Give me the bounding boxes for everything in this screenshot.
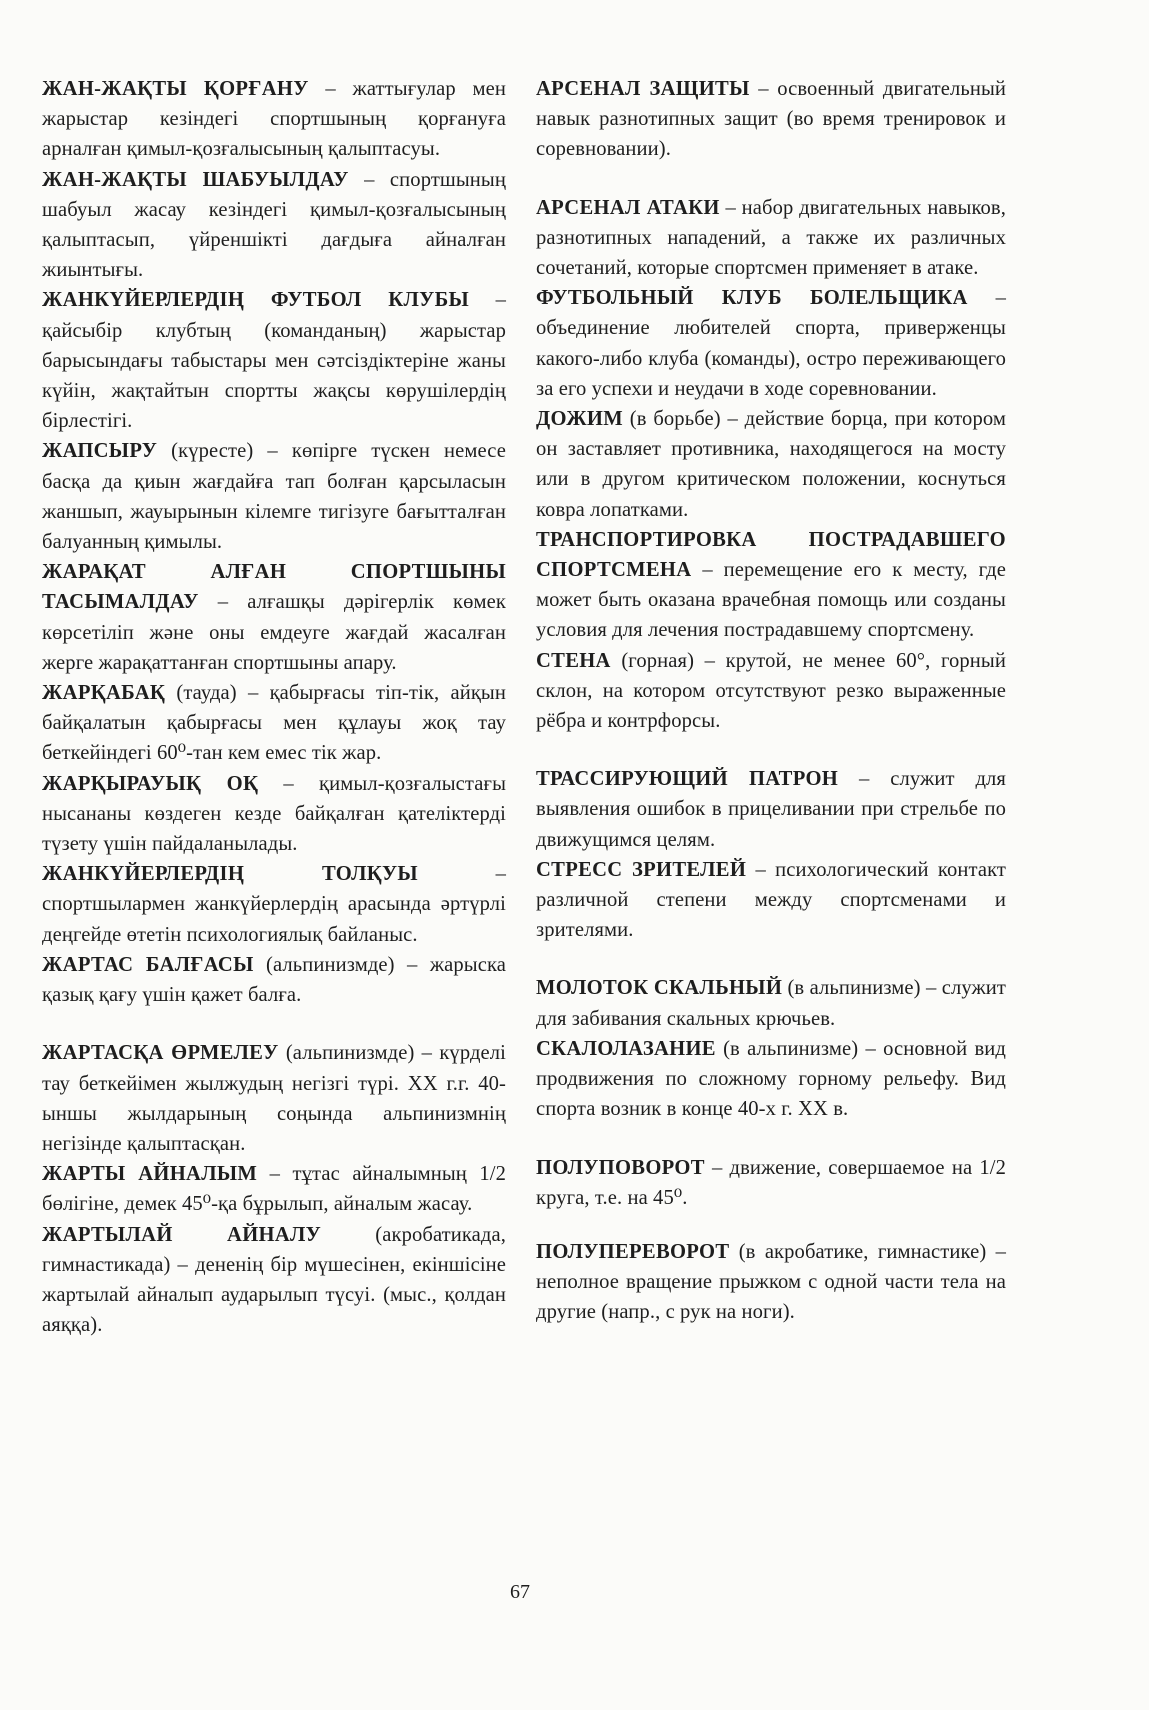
- entry-term: СТЕНА: [536, 649, 611, 672]
- entry-ru-8: [536, 855, 1006, 946]
- entry-definition: – служит для забивания скальных крючьев.: [536, 977, 1006, 1030]
- entry-definition: – қабырғасы тіп-тік, айқын байқалатын қабырғасы мен құлауы жоқ тау беткейіндегі 60⁰-тан кем емес тік жар.: [42, 682, 506, 765]
- page-number: 67: [510, 1581, 530, 1603]
- entry-term: ЖАНКҮЙЕРЛЕРДІҢ ТОЛҚУЫ: [42, 863, 418, 886]
- entry-definition: – движение, совершаемое на 1/2 круга, т.е. на 45⁰.: [536, 1156, 1006, 1209]
- kazakh-column: [42, 74, 506, 1340]
- entry-definition: – освоенный двигательный навык разнотипных защит (во время тренировок и соревновании).: [536, 78, 1006, 161]
- entry-definition: – қайсыбір клубтың (команданың) жарыстар барысындағы табыстары мен сәтсіздіктеріне жаны күйін, жақтайтын спортты жақсы көрушілердің бірлестігі.: [42, 289, 506, 433]
- entry-gap: [536, 165, 1006, 193]
- entry-term: ПОЛУПОВОРОТ: [536, 1156, 705, 1179]
- entry-note: (в борьбе): [623, 408, 721, 431]
- entry-definition: – қимыл-қозғалыстағы нысананы көздеген кезде байқалған қателіктерді түзету үшін пайдаланылады.: [42, 772, 507, 856]
- entry-term: АРСЕНАЛ АТАКИ: [536, 196, 720, 219]
- entry-term: ЖАРҚЫРАУЫҚ ОҚ: [42, 772, 259, 795]
- entry-term: ЖАНКҮЙЕРЛЕРДІҢ ФУТБОЛ КЛУБЫ: [42, 289, 470, 312]
- entry-kk-9: [42, 950, 506, 1010]
- entry-note: (күресте): [157, 440, 254, 463]
- entry-definition: – спортшының шабуыл жасау кезіндегі қимыл-қозғалысының қалыптасып, үйреншікті дағдыға айналған жиынтығы.: [42, 168, 506, 282]
- entry-term: ЖАН-ЖАҚТЫ ШАБУЫЛДАУ: [42, 168, 349, 191]
- entry-kk-12: [42, 1220, 506, 1341]
- entry-kk-8: [42, 859, 506, 950]
- entry-term: МОЛОТОК СКАЛЬНЫЙ: [536, 977, 783, 1000]
- entry-term: ФУТБОЛЬНЫЙ КЛУБ БОЛЕЛЬЩИКА: [536, 287, 968, 310]
- entry-gap: [536, 945, 1006, 973]
- entry-gap: [536, 1213, 1006, 1237]
- entry-definition: – действие борца, при котором он заставляет противника, находящегося на мосту или в другом критическом положении, коснуться ковра лопатками.: [536, 408, 1006, 521]
- entry-note: (в акробатике, гимнастике): [729, 1240, 987, 1263]
- entry-definition: – набор двигательных навыков, разнотипных нападений, а также их различных сочетаний, которые спортсмен применяет в атаке.: [536, 196, 1006, 280]
- entry-note: (альпинизмде): [278, 1042, 415, 1065]
- entry-note: (в альпинизме): [715, 1037, 859, 1060]
- entry-gap: [536, 1125, 1006, 1153]
- entry-kk-11: [42, 1159, 506, 1219]
- entry-term: ТРАССИРУЮЩИЙ ПАТРОН: [536, 768, 839, 791]
- entry-kk-2: [42, 165, 506, 286]
- entry-definition: – перемещение его к месту, где может быть оказана врачебная помощь или созданы условия для лечения пострадавшему спортсмену.: [536, 559, 1006, 642]
- entry-note: (акробатикада, гимнастикада): [42, 1223, 506, 1276]
- entry-ru-4: [536, 404, 1006, 525]
- entry-kk-6: [42, 678, 506, 769]
- entry-note: (тауда): [165, 682, 237, 705]
- entry-kk-10: [42, 1038, 506, 1159]
- entry-term: АРСЕНАЛ ЗАЩИТЫ: [536, 78, 750, 100]
- entry-definition: – спортшылармен жанкүйерлердің арасында әртүрлі деңгейде өтетін психологиялық байланыс.: [42, 863, 506, 946]
- entry-definition: – психологический контакт различной степени между спортсменами и зрителями.: [536, 858, 1006, 942]
- entry-term: ДОЖИМ: [536, 408, 623, 431]
- entry-kk-1: [42, 74, 506, 165]
- entry-kk-4: [42, 436, 506, 557]
- entry-ru-11: [536, 1153, 1006, 1213]
- entry-note: (в альпинизме): [782, 977, 921, 1000]
- entry-note: (горная): [610, 649, 695, 672]
- entry-definition: – тұтас айналымның 1/2 бөлігіне, демек 45⁰-қа бұрылып, айналым жасау.: [42, 1163, 506, 1216]
- entry-term: ЖАРТАС БАЛҒАСЫ: [42, 953, 254, 976]
- entry-ru-12: [536, 1237, 1006, 1328]
- entry-term: ЖАН-ЖАҚТЫ ҚОРҒАНУ: [42, 78, 309, 100]
- entry-definition: – алғашқы дәрігерлік көмек көрсетіліп және оны емдеуге жағдай жасалған жерге жарақаттанған спортшыны апару.: [42, 591, 506, 674]
- entry-ru-3: [536, 283, 1006, 404]
- entry-term: ЖАРАҚАТ АЛҒАН СПОРТШЫНЫ ТАСЫМАЛДАУ: [42, 561, 506, 614]
- entry-definition: – служит для выявления ошибок в прицеливании при стрельбе по движущимся целям.: [536, 768, 1006, 851]
- entry-definition: – көпірге түскен немесе басқа да қиын жағдайға тап болған қарсыласын жаншып, жауырынын кілемге тигізуге бағытталған балуанның қимылы.: [42, 440, 506, 554]
- entry-ru-9: [536, 973, 1006, 1033]
- entry-kk-7: [42, 769, 506, 860]
- entry-ru-5: [536, 525, 1006, 646]
- entry-kk-3: [42, 285, 506, 436]
- entry-term: ЖАПСЫРУ: [42, 440, 158, 463]
- entry-ru-7: [536, 764, 1006, 855]
- entry-definition: – крутой, не менее 60°, горный склон, на котором отсутствуют резко выраженные рёбра и контрфорсы.: [536, 649, 1006, 733]
- entry-definition: – жаттығулар мен жарыстар кезіндегі спортшының қорғануға арналған қимыл-қозғалысының қалыптасуы.: [42, 78, 506, 161]
- entry-gap: [42, 1010, 506, 1038]
- entry-definition: – неполное вращение прыжком с одной части тела на другие (напр., с рук на ноги).: [536, 1240, 1006, 1324]
- entry-definition: – дененің бір мүшесінен, екіншісіне жартылай айналып аударылып түсуі. (мыс., қолдан аяққа).: [42, 1253, 506, 1337]
- entry-ru-6: [536, 646, 1006, 737]
- russian-column: [536, 74, 1006, 1328]
- entry-ru-10: [536, 1034, 1006, 1125]
- entry-term: ЖАРТЫ АЙНАЛЫМ: [42, 1163, 258, 1186]
- entry-term: СТРЕСС ЗРИТЕЛЕЙ: [536, 858, 747, 881]
- entry-definition: – күрделі тау беткейімен жылжудың негізгі түрі. ХХ г.г. 40-ыншы жылдарының соңында альпинизмнің негізінде қалыптасқан.: [42, 1042, 506, 1155]
- entry-term: ЖАРҚАБАҚ: [42, 682, 166, 705]
- entry-ru-1: [536, 74, 1006, 165]
- entry-term: СКАЛОЛАЗАНИЕ: [536, 1037, 716, 1060]
- entry-note: (альпинизмде): [253, 953, 395, 976]
- entry-term: ЖАРТАСҚА ӨРМЕЛЕУ: [42, 1042, 279, 1065]
- entry-ru-2: [536, 193, 1006, 284]
- entry-term: ТРАНСПОРТИРОВКА ПОСТРАДАВШЕГО СПОРТСМЕНА: [536, 528, 1006, 582]
- entry-term: ЖАРТЫЛАЙ АЙНАЛУ: [42, 1223, 322, 1246]
- entry-definition: – объединение любителей спорта, приверженцы какого-либо клуба (команды), остро переживающего за его успехи и неудачи в ходе соревновании.: [536, 287, 1006, 400]
- entry-kk-5: [42, 557, 506, 678]
- entry-definition: – жарыска қазық қағу үшін қажет балға.: [42, 953, 506, 1007]
- entry-gap: [536, 736, 1006, 764]
- entry-definition: – основной вид продвижения по сложному горному рельефу. Вид спорта возник в конце 40-х г. ХХ в.: [536, 1037, 1007, 1121]
- entry-term: ПОЛУПЕРЕВОРОТ: [536, 1240, 730, 1263]
